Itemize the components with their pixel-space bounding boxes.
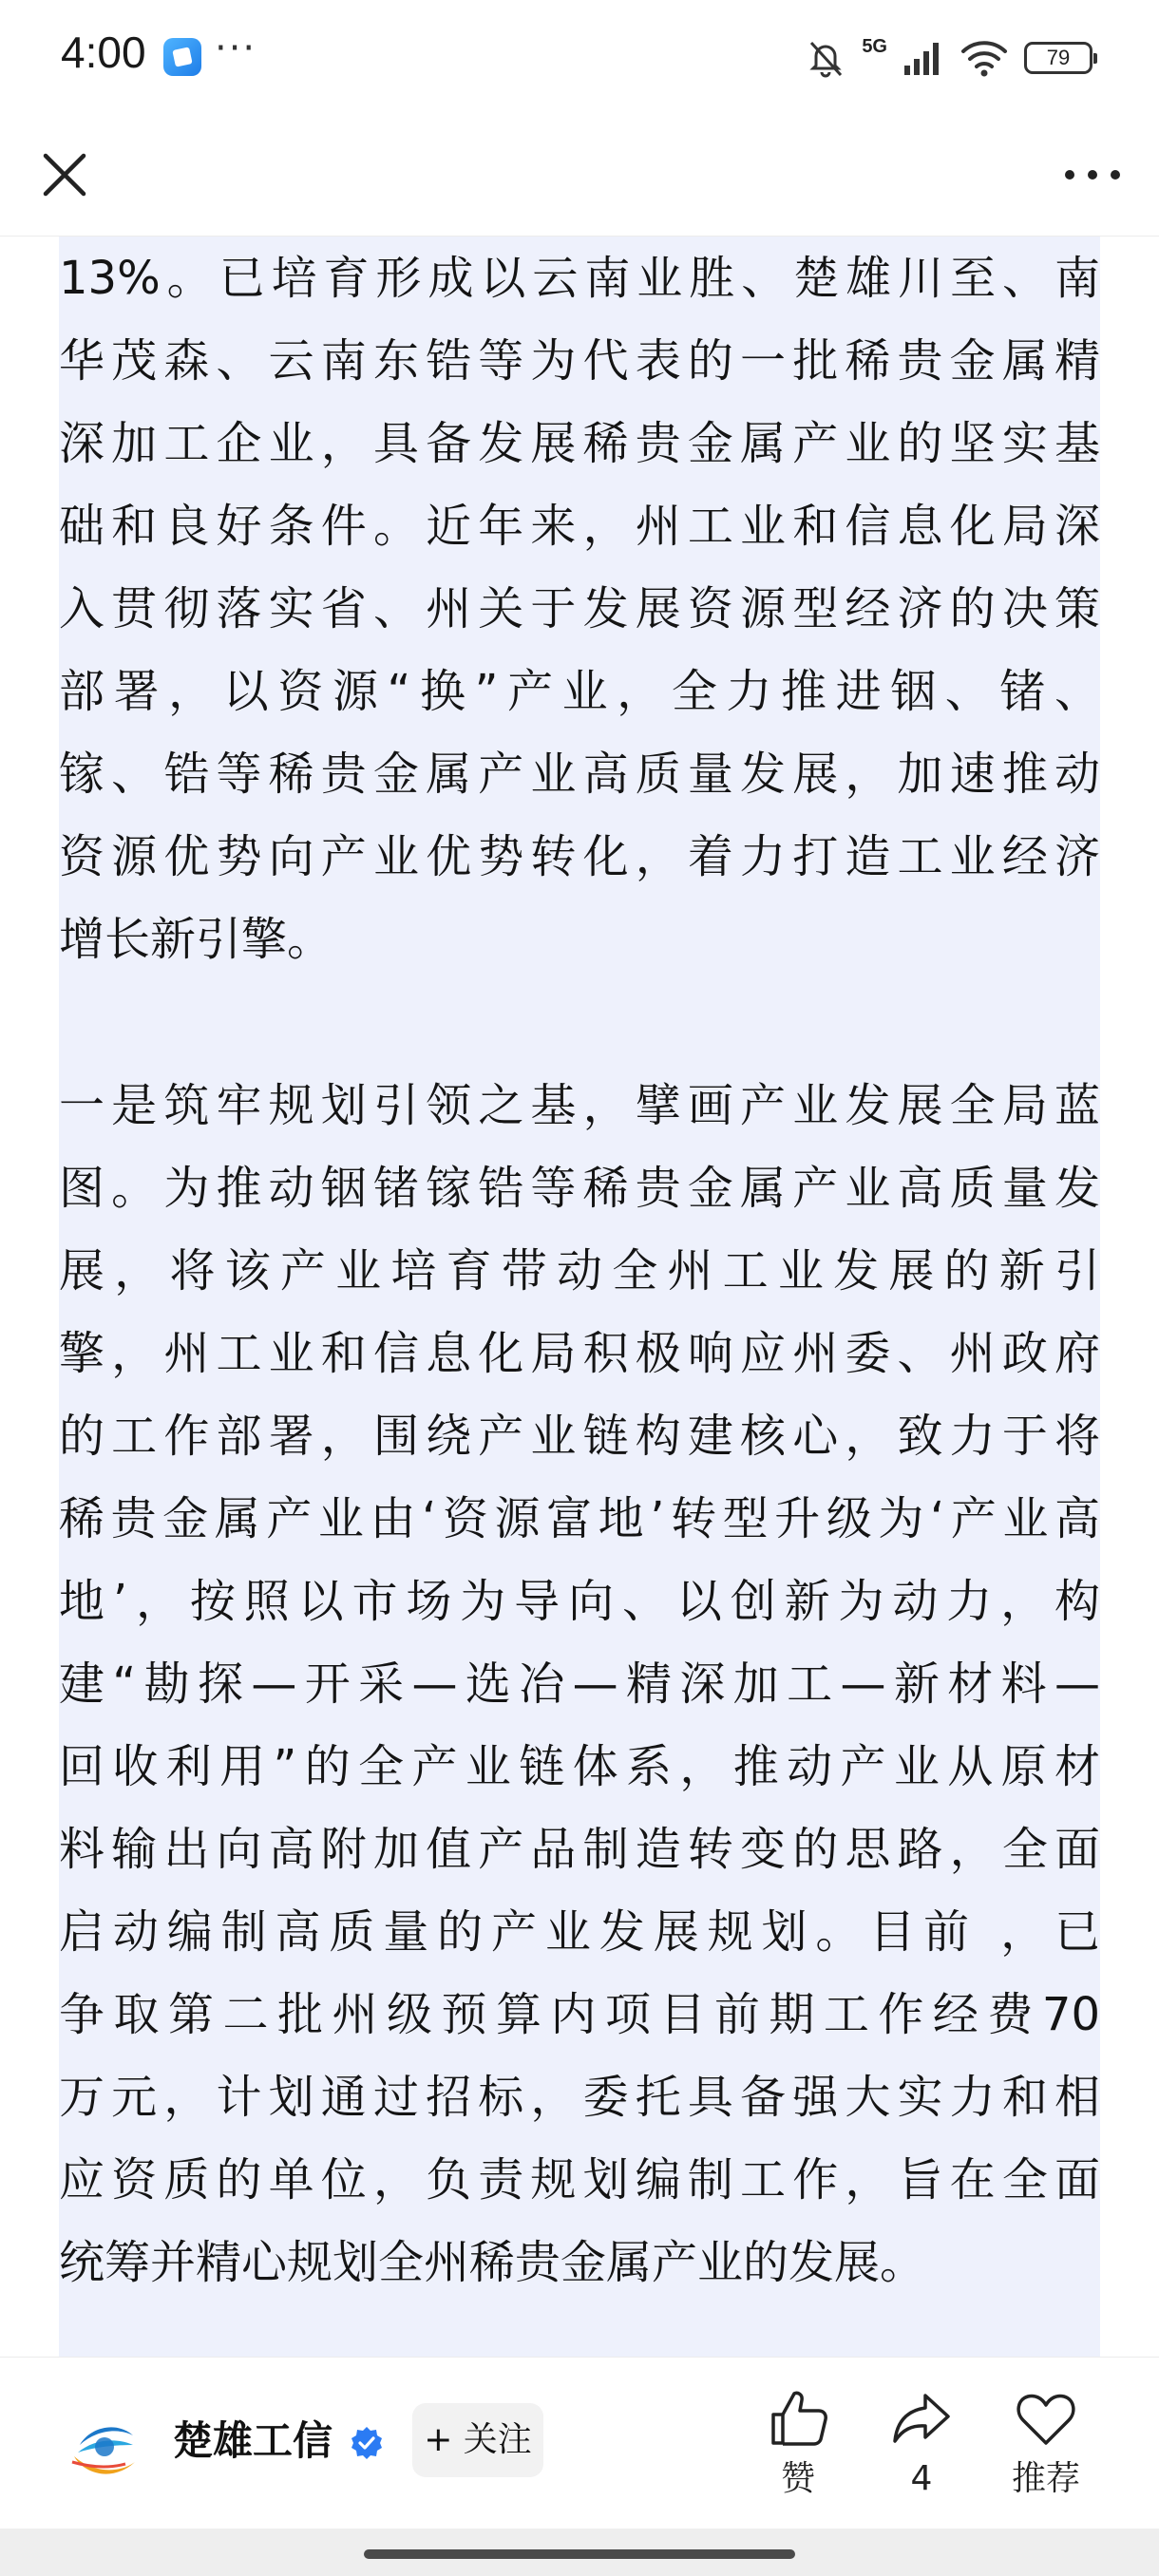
article-line: 回收利用”的全产业链体系，推动产业从原材 bbox=[59, 1740, 1100, 1793]
status-time: 4:00 bbox=[61, 28, 146, 77]
share-count: 4 bbox=[910, 2459, 933, 2498]
bottom-action-bar bbox=[0, 2357, 1159, 2529]
signal-strength-icon bbox=[902, 39, 944, 77]
article-line: 础和良好条件。近年来，州工业和信息化局深 bbox=[59, 500, 1100, 553]
article-line: 建“勘探—开采—选冶—精深加工—新材料— bbox=[59, 1657, 1100, 1711]
article-line: 应资质的单位，负责规划编制工作，旨在全面 bbox=[59, 2153, 1100, 2207]
top-navigation-bar bbox=[0, 114, 1159, 237]
article-body bbox=[59, 237, 1100, 2357]
like-label: 赞 bbox=[780, 2459, 815, 2498]
app-notification-icon bbox=[163, 38, 201, 76]
article-line: 万元，计划通过招标，委托具备强大实力和相 bbox=[59, 2071, 1100, 2124]
article-line: 华茂森、云南东锆等为代表的一批稀贵金属精 bbox=[59, 334, 1100, 388]
account-avatar[interactable] bbox=[65, 2407, 144, 2487]
article-line: 入贯彻落实省、州关于发展资源型经济的决策 bbox=[59, 582, 1100, 635]
heart-icon bbox=[1014, 2386, 1078, 2451]
home-indicator[interactable] bbox=[364, 2549, 795, 2559]
network-type-label: 5G bbox=[862, 35, 887, 57]
article-line: 展，将该产业培育带动全州工业发展的新引 bbox=[59, 1244, 1100, 1297]
article-line: 资源优势向产业优势转化，着力打造工业经济 bbox=[59, 830, 1100, 883]
article-scroll-area[interactable] bbox=[0, 237, 1159, 2357]
article-line: 增长新引擎。 bbox=[59, 913, 333, 966]
close-icon bbox=[27, 137, 103, 213]
share-arrow-icon bbox=[889, 2386, 954, 2451]
close-button[interactable] bbox=[27, 137, 103, 213]
recommend-label: 推荐 bbox=[1011, 2459, 1080, 2498]
more-notifications-indicator: ··· bbox=[215, 27, 257, 70]
article-line: 争取第二批州级预算内项目前期工作经费70 bbox=[59, 1988, 1100, 2041]
article-line: 的工作部署，围绕产业链构建核心，致力于将 bbox=[59, 1410, 1100, 1463]
article-line: 料输出向高附加值产品制造转变的思路，全面 bbox=[59, 1823, 1100, 1876]
more-options-button[interactable] bbox=[1054, 137, 1130, 213]
status-indicators bbox=[805, 34, 1092, 82]
account-name[interactable]: 楚雄工信 bbox=[173, 2417, 333, 2464]
thumbs-up-icon bbox=[766, 2386, 830, 2451]
more-icon bbox=[1054, 137, 1130, 213]
recommend-button[interactable] bbox=[994, 2386, 1098, 2510]
article-line: 图。为推动铟锗镓锆等稀贵金属产业高质量发 bbox=[59, 1162, 1100, 1215]
share-button[interactable] bbox=[869, 2386, 974, 2510]
article-line: 镓、锆等稀贵金属产业高质量发展，加速推动 bbox=[59, 748, 1100, 801]
mute-bell-icon bbox=[805, 37, 846, 79]
article-line: 启动编制高质量的产业发展规划。目前 ，已 bbox=[59, 1905, 1100, 1959]
battery-indicator: 79 bbox=[1024, 42, 1092, 74]
verified-badge-icon bbox=[350, 2426, 384, 2460]
like-button[interactable] bbox=[746, 2386, 850, 2510]
article-line: 擎，州工业和信息化局积极响应州委、州政府 bbox=[59, 1327, 1100, 1380]
wifi-icon bbox=[960, 38, 1009, 78]
article-line: 地’，按照以市场为导向、以创新为动力，构 bbox=[59, 1575, 1100, 1628]
article-line: 13%。已培育形成以云南业胜、楚雄川至、南 bbox=[59, 252, 1100, 305]
article-line: 一是筑牢规划引领之基，擘画产业发展全局蓝 bbox=[59, 1079, 1100, 1132]
article-line: 稀贵金属产业由‘资源富地’转型升级为‘产业高 bbox=[59, 1492, 1100, 1545]
status-bar bbox=[0, 0, 1159, 114]
follow-button[interactable]: + 关注 bbox=[412, 2403, 543, 2477]
article-line: 深加工企业，具备发展稀贵金属产业的坚实基 bbox=[59, 417, 1100, 470]
account-logo-icon bbox=[65, 2407, 144, 2487]
article-line: 部署，以资源“换”产业，全力推进铟、锗、 bbox=[59, 665, 1100, 718]
article-line: 统筹并精心规划全州稀贵金属产业的发展。 bbox=[59, 2236, 926, 2289]
